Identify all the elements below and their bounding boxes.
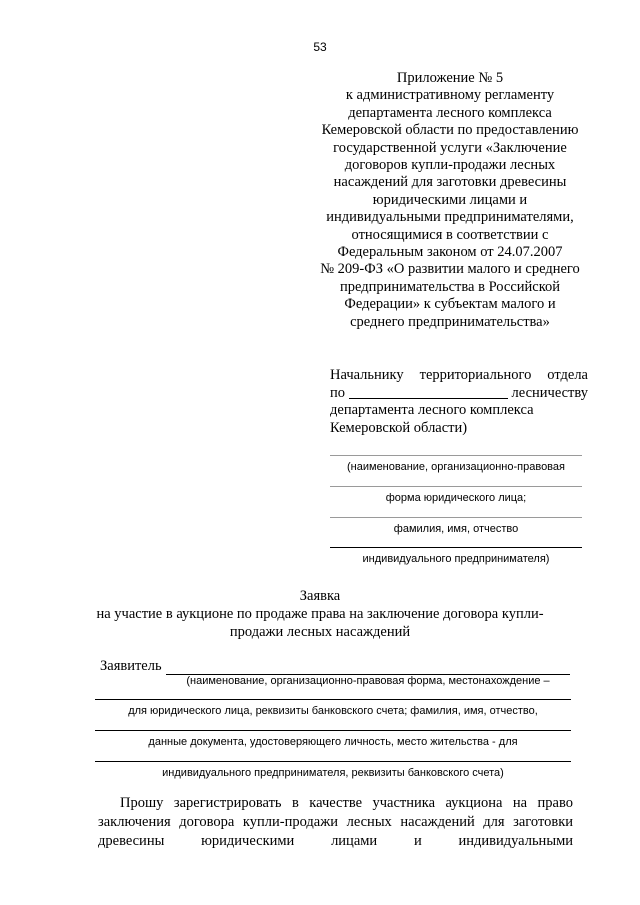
addressee-hint: (наименование, организационно-правовая <box>330 455 582 474</box>
title-heading: Заявка <box>299 588 341 604</box>
application-title <box>90 588 550 641</box>
addressee-text: департамента лесного комплекса <box>330 402 534 419</box>
title-line: продажи лесных насаждений <box>229 623 411 640</box>
addressee-hint: индивидуального предпринимателя) <box>330 547 582 566</box>
appendix-line: № 209-ФЗ «О развитии малого и среднего <box>320 261 580 278</box>
appendix-header <box>300 70 600 331</box>
appendix-line: предпринимательства в Российской <box>339 278 561 295</box>
appendix-line: относящимися в соответствии с <box>351 226 549 243</box>
addressee-forestry-line <box>330 385 588 403</box>
paragraph-line: древесины юридическими лицами и индивидуальными <box>98 833 573 849</box>
applicant-row <box>100 658 570 675</box>
title-line: на участие в аукционе по продаже права на заключение договора купли- <box>96 605 544 622</box>
paragraph-line: заключения договора купли-продажи лесных насаждений для заготовки <box>98 814 573 830</box>
addressee-line <box>330 402 588 420</box>
forestry-name-field[interactable] <box>349 385 508 400</box>
appendix-line: насаждений для заготовки древесины <box>333 174 567 191</box>
appendix-line: индивидуальными предпринимателями, <box>326 209 574 226</box>
appendix-line: юридическими лицами и <box>372 191 528 208</box>
appendix-line: к административному регламенту <box>345 87 555 104</box>
addressee-text: Кемеровской области) <box>330 419 468 436</box>
appendix-line: государственной услуги «Заключение <box>333 139 567 156</box>
addressee-suffix: лесничеству <box>511 384 588 401</box>
applicant-rule[interactable] <box>95 730 571 731</box>
applicant-hint: данные документа, удостоверяющего личность, место жительства - для <box>148 736 518 748</box>
appendix-line: Приложение № 5 <box>396 70 504 86</box>
appendix-line: договоров купли-продажи лесных <box>344 157 556 174</box>
addressee-line <box>330 420 588 438</box>
addressee-line <box>330 367 588 385</box>
applicant-field[interactable] <box>166 660 570 675</box>
addressee-hint: фамилия, имя, отчество <box>330 517 582 536</box>
addressee-hint: форма юридического лица; <box>330 486 582 505</box>
appendix-line: Кемеровской области по предоставлению <box>321 122 579 139</box>
applicant-rule[interactable] <box>95 699 571 700</box>
applicant-hint: (наименование, организационно-правовая форма, местонахождение – <box>186 675 550 687</box>
appendix-line: Федеральным законом от 24.07.2007 <box>337 244 563 261</box>
appendix-line: среднего предпринимательства» <box>350 313 550 330</box>
page-number: 53 <box>313 40 327 54</box>
addressee-prefix: по <box>330 384 346 401</box>
applicant-label: Заявитель <box>100 658 162 674</box>
addressee-block <box>330 367 588 437</box>
addressee-text: Начальнику территориального отдела <box>330 367 588 383</box>
request-paragraph <box>98 794 573 851</box>
applicant-hint: для юридического лица, реквизиты банковского счета; фамилия, имя, отчество, <box>128 705 538 717</box>
applicant-rule[interactable] <box>95 761 571 762</box>
appendix-line: Федерации» к субъектам малого и <box>344 296 556 313</box>
appendix-line: департамента лесного комплекса <box>348 104 552 121</box>
applicant-hint: индивидуального предпринимателя, реквизиты банковского счета) <box>162 767 504 779</box>
paragraph-line: Прошу зарегистрировать в качестве участника аукциона на право <box>120 795 573 811</box>
